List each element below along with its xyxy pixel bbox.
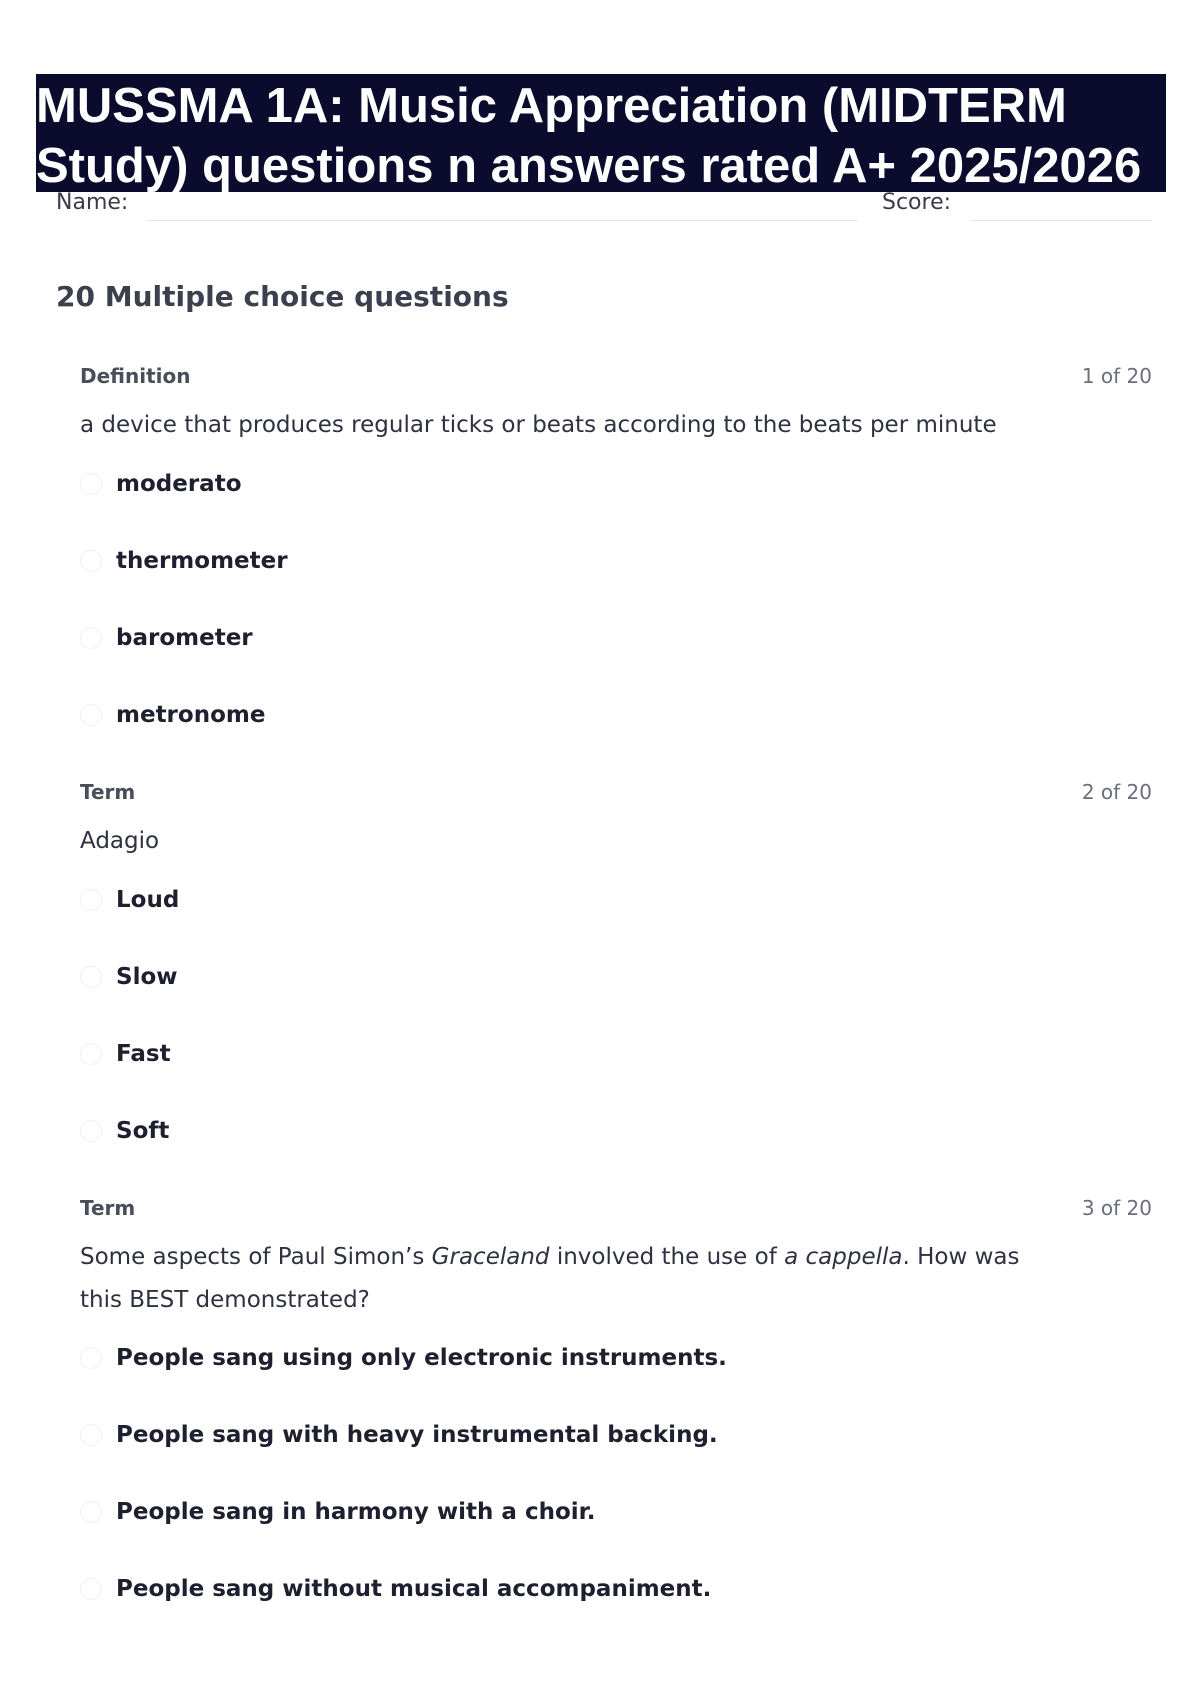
prompt-text: Some aspects of Paul Simon’s: [80, 1244, 432, 1270]
question-counter: 2 of 20: [1081, 780, 1152, 804]
answer-option-label: Slow: [116, 964, 178, 990]
answer-option[interactable]: [80, 1492, 595, 1532]
question-type-label: Term: [80, 780, 136, 804]
radio-button[interactable]: [80, 966, 102, 988]
radio-button[interactable]: [80, 473, 102, 495]
score-label: Score:: [882, 190, 952, 215]
radio-button[interactable]: [80, 1043, 102, 1065]
radio-button[interactable]: [80, 627, 102, 649]
answer-option[interactable]: [80, 464, 242, 504]
answer-option[interactable]: [80, 1034, 171, 1074]
answer-option-label: barometer: [116, 625, 253, 651]
answer-option-label: Soft: [116, 1118, 170, 1144]
answer-option-label: Loud: [116, 887, 180, 913]
answer-option-label: People sang using only electronic instruments.: [116, 1345, 727, 1371]
question-counter: 1 of 20: [1081, 364, 1152, 388]
answer-option-label: Fast: [116, 1041, 171, 1067]
question-prompt: Adagio: [80, 828, 160, 854]
question-counter: 3 of 20: [1081, 1196, 1152, 1220]
radio-button[interactable]: [80, 704, 102, 726]
question-card: [80, 780, 1152, 1144]
question-card: [80, 364, 1152, 728]
question-prompt: [80, 1236, 1060, 1322]
prompt-text: . How was this BEST demonstrated?: [80, 1244, 1020, 1313]
name-field[interactable]: [148, 220, 858, 221]
score-field[interactable]: [972, 220, 1152, 221]
radio-button[interactable]: [80, 1501, 102, 1523]
title-banner: [36, 74, 1166, 192]
radio-button[interactable]: [80, 1347, 102, 1369]
answer-option[interactable]: [80, 541, 288, 581]
answer-option[interactable]: [80, 957, 178, 997]
answer-option[interactable]: [80, 1338, 727, 1378]
name-label: Name:: [56, 190, 129, 215]
page-title-line-2: Study) questions n answers rated A+ 2025/2026: [36, 139, 1142, 193]
prompt-emphasis: Graceland: [431, 1244, 550, 1270]
question-type-label: Definition: [80, 364, 191, 388]
question-prompt: a device that produces regular ticks or beats according to the beats per minute: [80, 412, 997, 438]
answer-option[interactable]: [80, 1569, 711, 1609]
question-card: [80, 1196, 1152, 1616]
answer-option-label: moderato: [116, 471, 242, 497]
answer-option-label: metronome: [116, 702, 266, 728]
radio-button[interactable]: [80, 1424, 102, 1446]
page-title-line-1: MUSSMA 1A: Music Appreciation (MIDTERM: [36, 79, 1067, 133]
prompt-text: involved the use of: [549, 1244, 785, 1270]
radio-button[interactable]: [80, 1578, 102, 1600]
radio-button[interactable]: [80, 1120, 102, 1142]
section-heading: 20 Multiple choice questions: [56, 280, 509, 313]
answer-option-label: thermometer: [116, 548, 288, 574]
name-score-row: [56, 188, 1152, 224]
question-type-label: Term: [80, 1196, 136, 1220]
answer-option[interactable]: [80, 1415, 718, 1455]
radio-button[interactable]: [80, 889, 102, 911]
answer-option-label: People sang in harmony with a choir.: [116, 1499, 596, 1525]
answer-option-label: People sang with heavy instrumental backing.: [116, 1422, 718, 1448]
answer-option[interactable]: [80, 880, 179, 920]
answer-option[interactable]: [80, 618, 253, 658]
answer-option[interactable]: [80, 695, 265, 735]
radio-button[interactable]: [80, 550, 102, 572]
answer-option-label: People sang without musical accompaniment.: [116, 1576, 712, 1602]
answer-option[interactable]: [80, 1111, 169, 1151]
prompt-emphasis: a cappella: [784, 1244, 903, 1270]
